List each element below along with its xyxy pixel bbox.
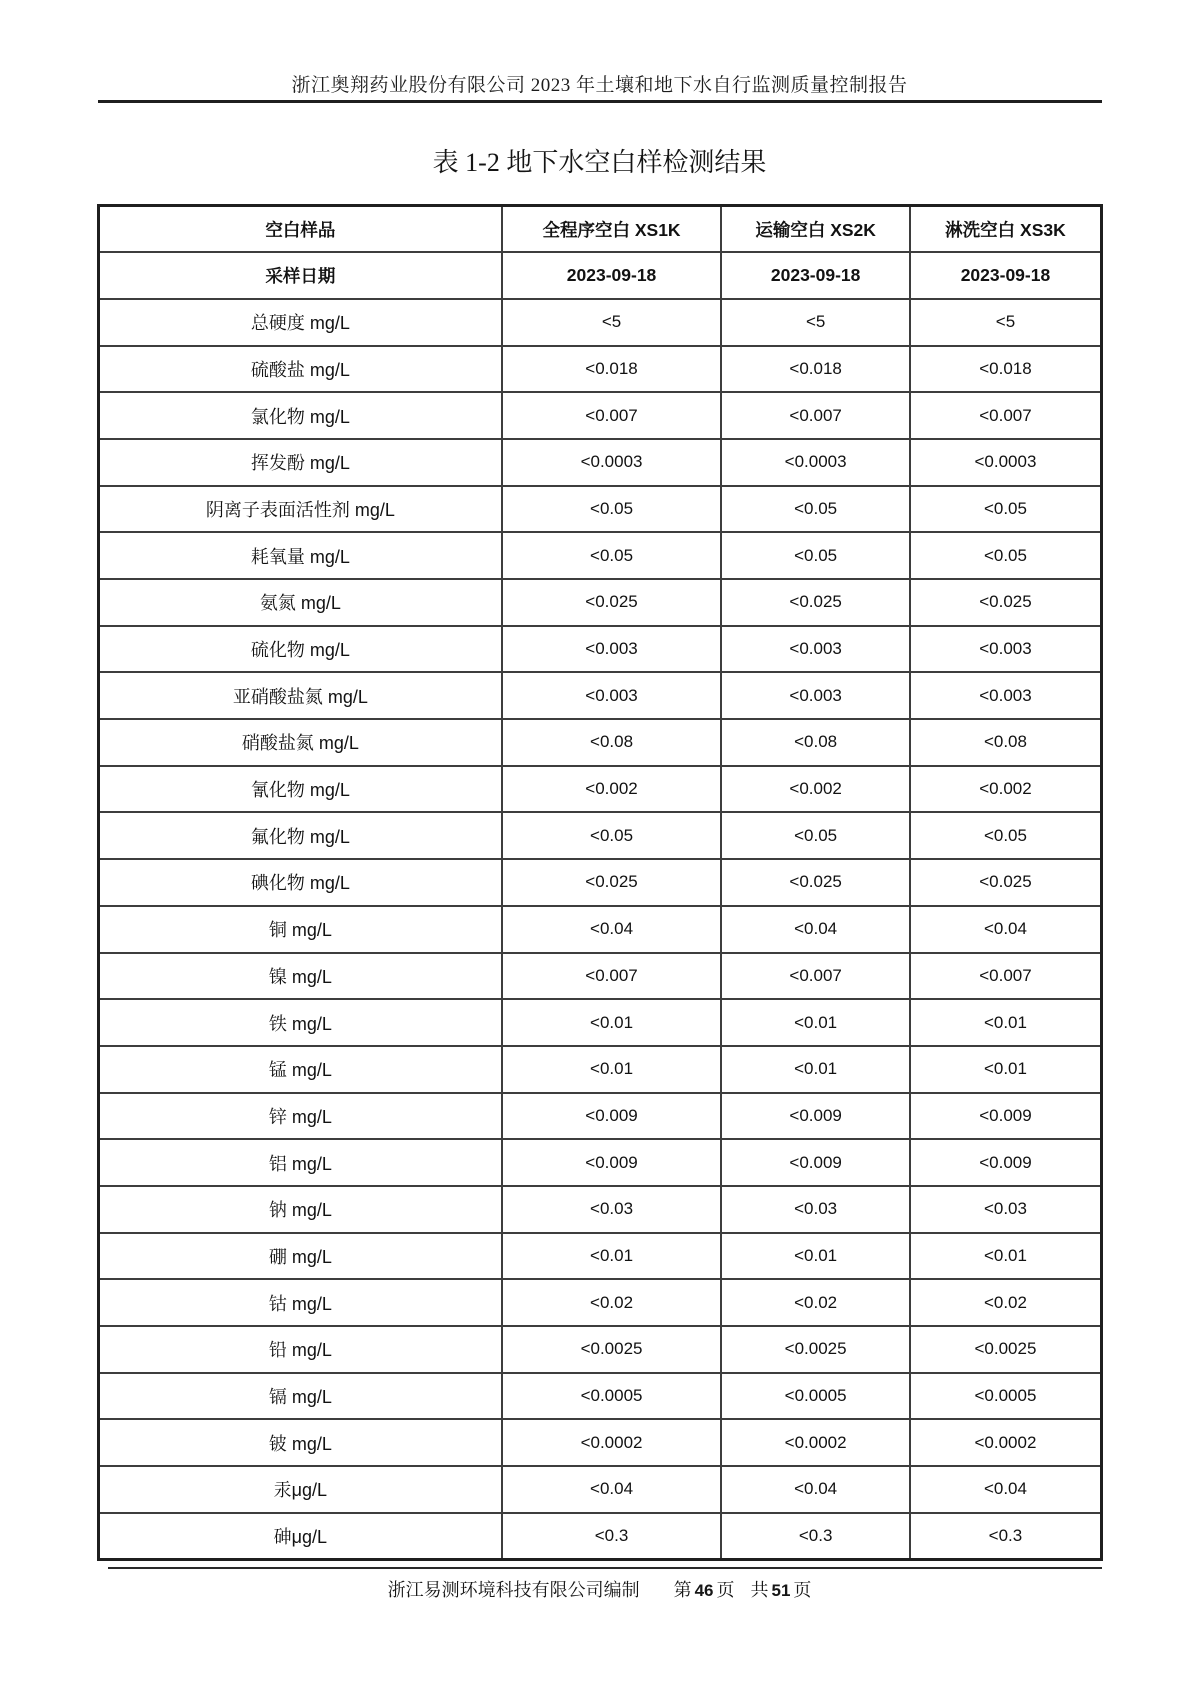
footer-rule [108,1567,1102,1569]
row-value: <0.08 [502,719,722,766]
row-label: 铜 mg/L [99,906,502,953]
parameter-row [99,486,1102,533]
row-value: <0.02 [721,1279,910,1326]
row-label: 亚硝酸盐氮 mg/L [99,672,502,719]
row-value: <0.04 [721,1466,910,1513]
row-value: <0.05 [910,486,1102,533]
row-value: <0.0025 [502,1326,722,1373]
row-label: 硫化物 mg/L [99,626,502,673]
row-value: <0.3 [721,1513,910,1560]
row-value: <0.003 [721,672,910,719]
row-value: <0.0002 [910,1419,1102,1466]
parameter-row [99,719,1102,766]
row-label: 硫酸盐 mg/L [99,346,502,393]
row-value: <0.003 [910,672,1102,719]
row-value: <0.04 [910,1466,1102,1513]
row-value: <0.0002 [721,1419,910,1466]
row-label: 氟化物 mg/L [99,812,502,859]
parameter-row [99,626,1102,673]
row-value: <0.01 [502,1046,722,1093]
table-body [99,252,1102,1559]
sampling-date-row [99,252,1102,299]
row-label: 锌 mg/L [99,1093,502,1140]
row-label: 砷μg/L [99,1513,502,1560]
row-value: <0.009 [721,1139,910,1186]
row-value: <0.009 [910,1139,1102,1186]
row-value: <0.01 [910,1046,1102,1093]
column-header: 淋洗空白 XS3K [910,206,1102,253]
page-header-title: 浙江奥翔药业股份有限公司 2023 年土壤和地下水自行监测质量控制报告 [291,75,908,96]
row-value: <5 [721,299,910,346]
column-header-blank-sample: 空白样品 [99,206,502,253]
row-value: <0.05 [502,532,722,579]
row-label: 钴 mg/L [99,1279,502,1326]
parameter-row [99,439,1102,486]
row-value: <0.007 [910,392,1102,439]
parameter-row [99,299,1102,346]
parameter-row [99,766,1102,813]
parameter-row [99,1513,1102,1560]
row-label: 汞μg/L [99,1466,502,1513]
row-value: <0.009 [502,1139,722,1186]
row-label: 挥发酚 mg/L [99,439,502,486]
row-value: <0.08 [910,719,1102,766]
row-value: <5 [910,299,1102,346]
row-value: <0.05 [502,486,722,533]
footer-page-suffix: 页 [716,1580,735,1600]
row-value: <0.0002 [502,1419,722,1466]
row-value: <0.05 [721,532,910,579]
row-label: 氨氮 mg/L [99,579,502,626]
footer-total-prefix: 共 [750,1580,769,1600]
parameter-row [99,1279,1102,1326]
row-value: <0.05 [910,532,1102,579]
row-value: 2023-09-18 [502,252,722,299]
row-value: <0.025 [910,579,1102,626]
row-value: <0.003 [502,672,722,719]
parameter-row [99,1046,1102,1093]
row-label: 硝酸盐氮 mg/L [99,719,502,766]
row-label: 采样日期 [99,252,502,299]
parameter-row [99,1093,1102,1140]
row-value: <0.007 [721,392,910,439]
row-value: <0.025 [721,579,910,626]
row-value: <0.3 [502,1513,722,1560]
row-value: <0.03 [910,1186,1102,1233]
row-value: <5 [502,299,722,346]
parameter-row [99,1139,1102,1186]
parameter-row [99,579,1102,626]
row-value: <0.01 [721,999,910,1046]
parameter-row [99,1326,1102,1373]
row-label: 钠 mg/L [99,1186,502,1233]
row-label: 镉 mg/L [99,1373,502,1420]
column-header: 运输空白 XS2K [721,206,910,253]
row-value: <0.02 [502,1279,722,1326]
row-label: 铅 mg/L [99,1326,502,1373]
footer-page-number: 46 [694,1581,714,1600]
parameter-row [99,1186,1102,1233]
row-value: 2023-09-18 [910,252,1102,299]
parameter-row [99,1466,1102,1513]
row-value: <0.3 [910,1513,1102,1560]
footer-prepared-by: 浙江易测环境科技有限公司编制 [387,1580,640,1600]
row-value: <0.018 [502,346,722,393]
parameter-row [99,1419,1102,1466]
row-value: <0.018 [721,346,910,393]
row-value: <0.0005 [910,1373,1102,1420]
row-value: <0.025 [502,579,722,626]
row-value: <0.025 [721,859,910,906]
page-footer [0,1576,1199,1602]
row-label: 铁 mg/L [99,999,502,1046]
row-value: <0.002 [910,766,1102,813]
row-label: 硼 mg/L [99,1233,502,1280]
row-value: <0.0025 [721,1326,910,1373]
parameter-row [99,672,1102,719]
row-value: <0.05 [910,812,1102,859]
row-value: <0.0003 [502,439,722,486]
footer-total-number: 51 [771,1581,791,1600]
row-value: <0.04 [502,906,722,953]
row-value: <0.007 [502,392,722,439]
parameter-row [99,859,1102,906]
blank-sample-results-table [97,204,1103,1561]
row-value: <0.018 [910,346,1102,393]
row-label: 铍 mg/L [99,1419,502,1466]
row-value: <0.003 [502,626,722,673]
row-label: 锰 mg/L [99,1046,502,1093]
parameter-row [99,1373,1102,1420]
row-value: <0.025 [910,859,1102,906]
row-value: <0.0005 [502,1373,722,1420]
row-value: <0.0025 [910,1326,1102,1373]
row-value: <0.0003 [910,439,1102,486]
row-value: <0.0003 [721,439,910,486]
row-value: <0.03 [502,1186,722,1233]
parameter-row [99,392,1102,439]
row-value: <0.007 [910,953,1102,1000]
row-value: <0.02 [910,1279,1102,1326]
table-header-row [99,206,1102,253]
row-value: <0.002 [502,766,722,813]
footer-total-suffix: 页 [793,1580,812,1600]
row-label: 碘化物 mg/L [99,859,502,906]
parameter-row [99,999,1102,1046]
row-value: <0.05 [502,812,722,859]
parameter-row [99,953,1102,1000]
row-value: <0.01 [502,999,722,1046]
row-value: <0.01 [910,999,1102,1046]
parameter-row [99,1233,1102,1280]
row-value: <0.04 [502,1466,722,1513]
row-value: <0.01 [910,1233,1102,1280]
row-value: <0.01 [502,1233,722,1280]
footer-page-prefix: 第 [673,1580,692,1600]
column-header: 全程序空白 XS1K [502,206,722,253]
row-value: <0.025 [502,859,722,906]
header-rule [98,100,1102,103]
row-value: <0.05 [721,812,910,859]
table-head [99,206,1102,253]
row-label: 总硬度 mg/L [99,299,502,346]
row-value: <0.01 [721,1046,910,1093]
row-value: <0.002 [721,766,910,813]
parameter-row [99,906,1102,953]
row-label: 阴离子表面活性剂 mg/L [99,486,502,533]
row-value: <0.04 [721,906,910,953]
row-label: 镍 mg/L [99,953,502,1000]
row-value: <0.003 [721,626,910,673]
parameter-row [99,346,1102,393]
row-value: <0.03 [721,1186,910,1233]
row-label: 氰化物 mg/L [99,766,502,813]
row-value: <0.08 [721,719,910,766]
row-label: 耗氧量 mg/L [99,532,502,579]
row-value: <0.003 [910,626,1102,673]
row-value: 2023-09-18 [721,252,910,299]
row-value: <0.01 [721,1233,910,1280]
row-value: <0.009 [721,1093,910,1140]
row-value: <0.05 [721,486,910,533]
table-title: 表 1-2 地下水空白样检测结果 [432,148,767,177]
row-value: <0.009 [910,1093,1102,1140]
parameter-row [99,812,1102,859]
row-value: <0.007 [721,953,910,1000]
row-label: 氯化物 mg/L [99,392,502,439]
parameter-row [99,532,1102,579]
row-value: <0.007 [502,953,722,1000]
row-value: <0.009 [502,1093,722,1140]
row-value: <0.0005 [721,1373,910,1420]
row-value: <0.04 [910,906,1102,953]
row-label: 铝 mg/L [99,1139,502,1186]
